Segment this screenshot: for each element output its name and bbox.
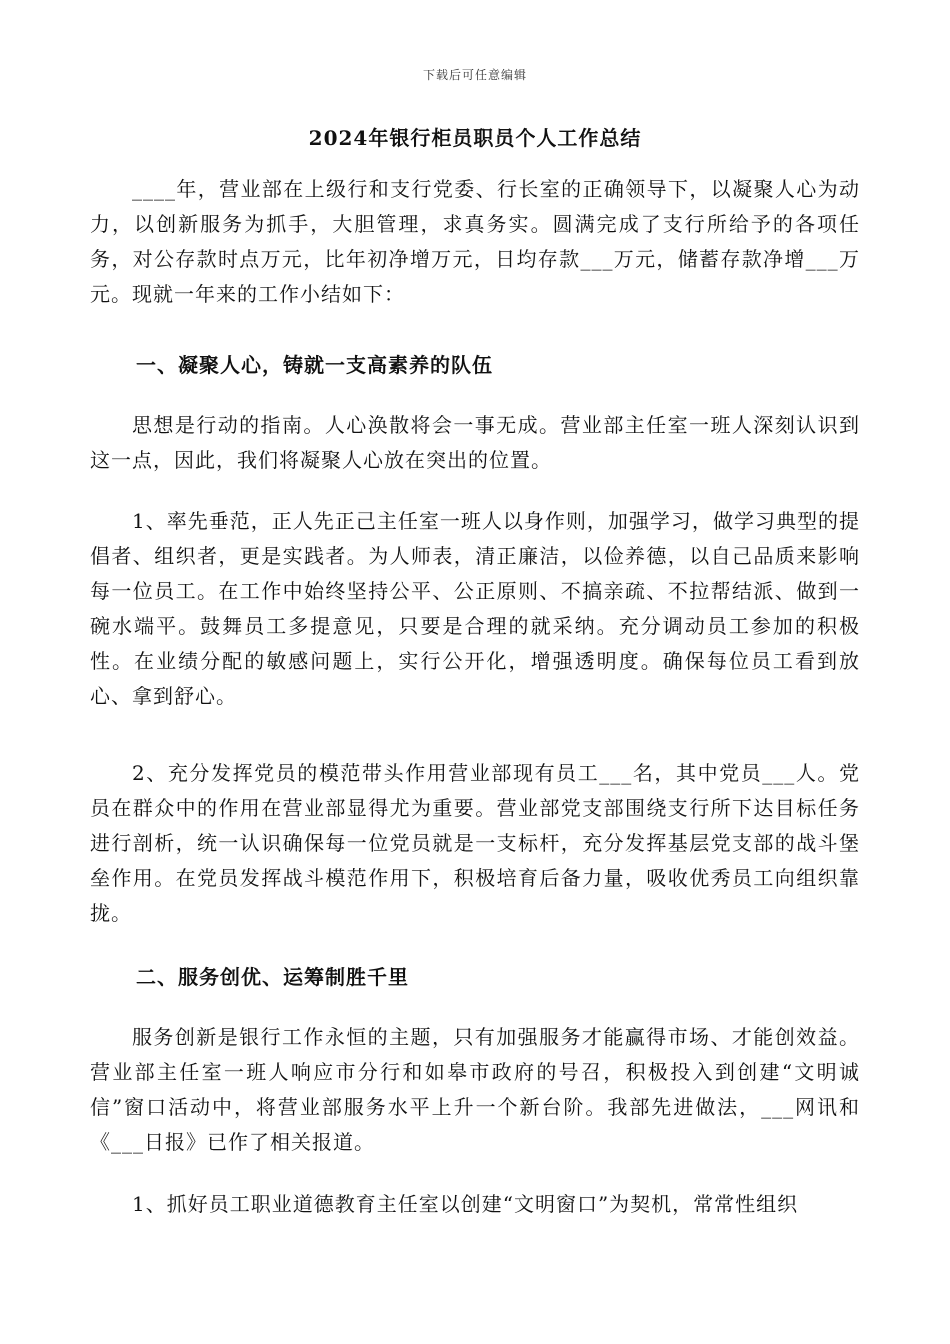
- section-2-item-1-paragraph: 1、抓好员工职业道德教育主任室以创建“文明窗口”为契机，常常性组织: [132, 1192, 799, 1216]
- section-2-heading: 二、服务创优、运筹制胜千里: [136, 965, 409, 989]
- intro-paragraph: ____年，营业部在上级行和支行党委、行长室的正确领导下，以凝聚人心为动力，以创新服务为抓手，大胆管理，求真务实。圆满完成了支行所给予的各项任务，对公存款时点万元，比年初净增万元，日均存款___万元，储蓄存款净增___万元。现就一年来的工作小结如下：: [90, 177, 860, 306]
- document-title: 2024年银行柜员职员个人工作总结: [308, 126, 642, 150]
- header-note: 下载后可任意编辑: [422, 68, 527, 82]
- section-1-item-2-paragraph: 2、充分发挥党员的模范带头作用营业部现有员工___名，其中党员___人。党员在群众中的作用在营业部显得尤为重要。营业部党支部围绕支行所下达目标任务进行剖析，统一认识确保每一位党员就是一支标杆，充分发挥基层党支部的战斗堡垒作用。在党员发挥战斗模范作用下，积极培育后备力量，吸收优秀员工向组织靠拢。: [90, 761, 860, 925]
- section-2-intro-paragraph: 服务创新是银行工作永恒的主题，只有加强服务才能赢得市场、才能创效益。营业部主任室一班人响应市分行和如皋市政府的号召，积极投入到创建“文明诚信”窗口活动中，将营业部服务水平上升一个新台阶。我部先进做法，___网讯和《___日报》已作了相关报道。: [90, 1025, 860, 1154]
- section-1-item-1-paragraph: 1、率先垂范，正人先正己主任室一班人以身作则，加强学习，做学习典型的提倡者、组织者，更是实践者。为人师表，清正廉洁，以俭养德，以自己品质来影响每一位员工。在工作中始终坚持公平、公正原则、不搞亲疏、不拉帮结派、做到一碗水端平。鼓舞员工多提意见，只要是合理的就采纳。充分调动员工参加的积极性。在业绩分配的敏感问题上，实行公开化，增强透明度。确保每位员工看到放心、拿到舒心。: [90, 509, 860, 708]
- section-1-intro-paragraph: 思想是行动的指南。人心涣散将会一事无成。营业部主任室一班人深刻认识到这一点，因此，我们将凝聚人心放在突出的位置。: [90, 413, 860, 472]
- section-1-heading: 一、凝聚人心，铸就一支高素养的队伍: [136, 353, 493, 377]
